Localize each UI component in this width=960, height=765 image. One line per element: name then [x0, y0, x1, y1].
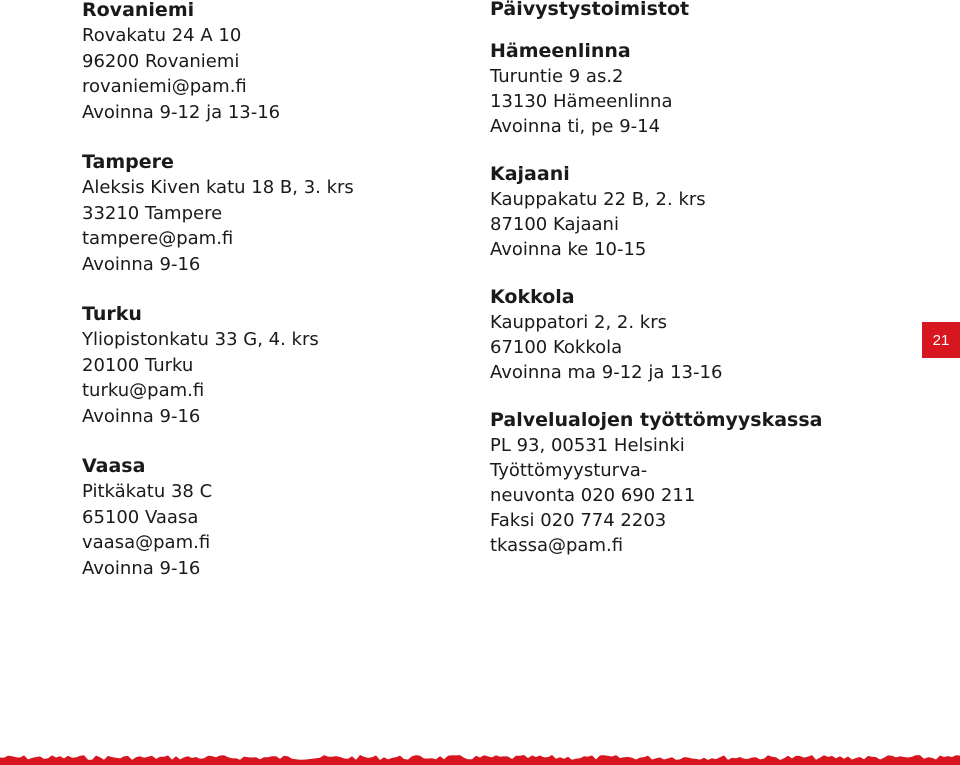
office-rovaniemi: [82, 0, 462, 125]
address-line: PL 93, 00531 Helsinki: [490, 435, 685, 456]
decorative-bottom-bar: [0, 753, 960, 765]
office-vaasa: [82, 453, 462, 581]
address-line: Kauppatori 2, 2. krs: [490, 312, 667, 333]
email-line: tkassa@pam.fi: [490, 535, 624, 556]
postal-line: 65100 Vaasa: [82, 506, 199, 528]
hours-line: Avoinna 9-16: [82, 253, 201, 275]
postal-line: 20100 Turku: [82, 354, 194, 376]
postal-line: 33210 Tampere: [82, 202, 223, 224]
office-name: Kokkola: [490, 286, 575, 308]
section-title: Päivystystoimistot: [490, 0, 690, 20]
office-name: Turku: [82, 303, 142, 325]
phone-label-line: Työttömyysturva-: [490, 460, 648, 481]
office-tampere: [82, 149, 462, 277]
office-tyottomyyskassa: [490, 407, 890, 558]
office-name: Kajaani: [490, 163, 570, 185]
office-name: Tampere: [82, 151, 174, 173]
office-name: Hämeenlinna: [490, 40, 631, 62]
email-line: vaasa@pam.fi: [82, 532, 211, 553]
hours-line: Avoinna ke 10-15: [490, 239, 647, 260]
page-number: 21: [932, 331, 950, 349]
hours-line: Avoinna 9-12 ja 13-16: [82, 101, 281, 123]
address-line: Kauppakatu 22 B, 2. krs: [490, 189, 706, 210]
address-line: Yliopistonkatu 33 G, 4. krs: [82, 329, 319, 350]
hours-line: Avoinna 9-16: [82, 405, 201, 427]
email-line: rovaniemi@pam.fi: [82, 76, 247, 97]
address-line: Turuntie 9 as.2: [490, 66, 624, 87]
office-name: Vaasa: [82, 455, 146, 477]
postal-line: 87100 Kajaani: [490, 214, 619, 235]
office-turku: [82, 301, 462, 429]
address-line: Pitkäkatu 38 C: [82, 481, 213, 502]
address-line: Rovakatu 24 A 10: [82, 25, 242, 46]
postal-line: 67100 Kokkola: [490, 337, 623, 358]
office-kajaani: [490, 161, 890, 262]
postal-line: 13130 Hämeenlinna: [490, 91, 673, 112]
fax-line: Faksi 020 774 2203: [490, 510, 667, 531]
office-kokkola: [490, 284, 890, 385]
hours-line: Avoinna ti, pe 9-14: [490, 116, 661, 137]
address-line: Aleksis Kiven katu 18 B, 3. krs: [82, 177, 354, 198]
page-number-tab: [922, 322, 960, 358]
email-line: tampere@pam.fi: [82, 228, 234, 249]
office-name: Rovaniemi: [82, 0, 195, 21]
right-column: [490, 0, 890, 580]
phone-line: neuvonta 020 690 211: [490, 485, 696, 506]
postal-line: 96200 Rovaniemi: [82, 50, 240, 72]
ragged-red-stripe: [0, 755, 960, 765]
hours-line: Avoinna 9-16: [82, 557, 201, 579]
office-hameenlinna: [490, 38, 890, 139]
left-column: [82, 0, 462, 605]
email-line: turku@pam.fi: [82, 380, 205, 401]
hours-line: Avoinna ma 9-12 ja 13-16: [490, 362, 723, 383]
office-name: Palvelualojen työttömyyskassa: [490, 409, 823, 431]
